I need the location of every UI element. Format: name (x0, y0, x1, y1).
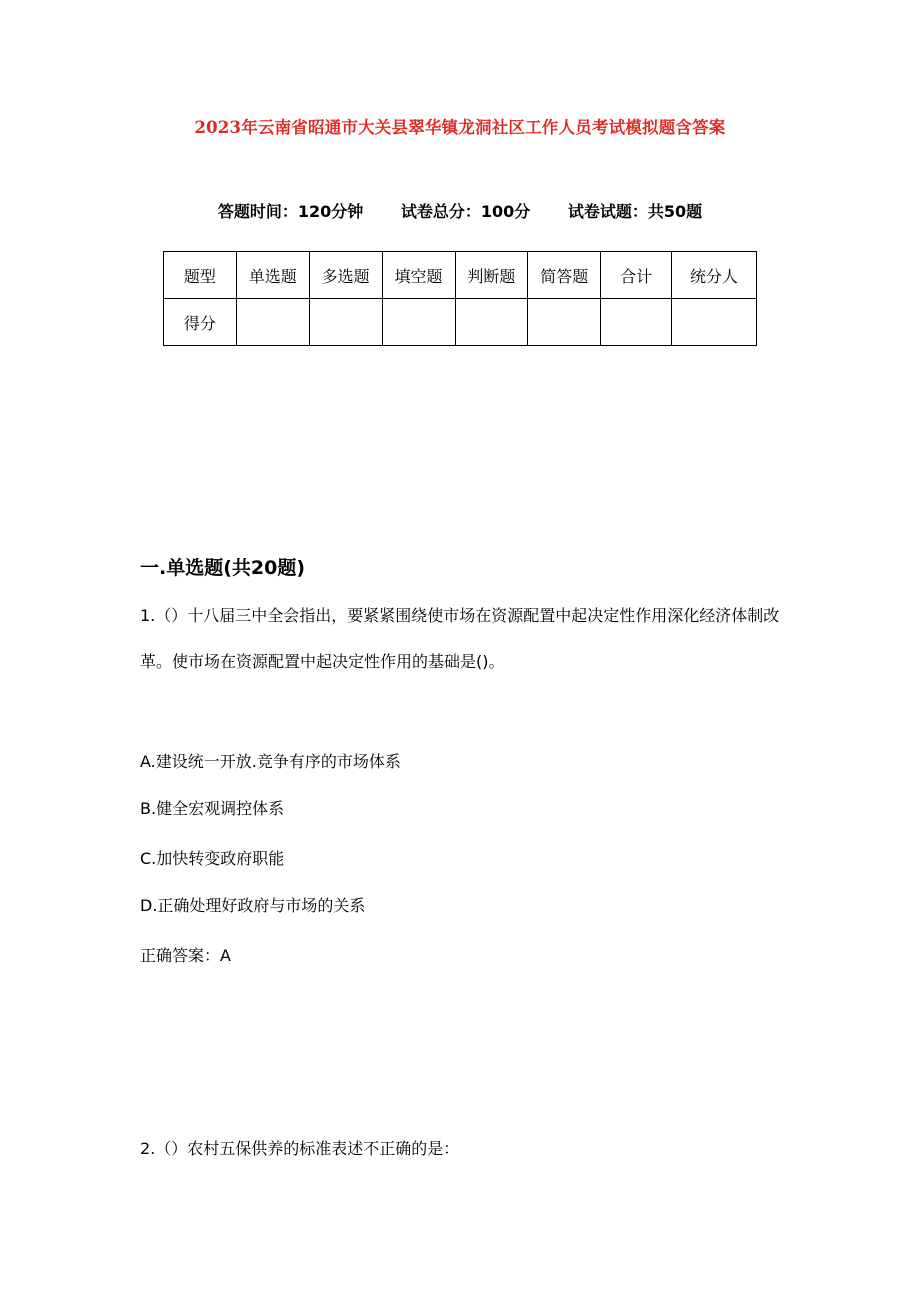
score-cell (455, 299, 528, 346)
question-1-text: 1.（）十八届三中全会指出，要紧紧围绕使市场在资源配置中起决定性作用深化经济体制改革。使市场在资源配置中起决定性作用的基础是()。 (140, 606, 780, 671)
score-cell (601, 299, 672, 346)
header-cell-multiple-choice: 多选题 (309, 252, 382, 299)
score-table (163, 251, 757, 346)
header-cell-type: 题型 (164, 252, 237, 299)
score-cell (309, 299, 382, 346)
question-1-option-c: C.加快转变政府职能 (140, 849, 285, 868)
question-1-option-a: A.建设统一开放.竞争有序的市场体系 (140, 752, 401, 771)
score-cell (382, 299, 455, 346)
header-cell-true-false: 判断题 (455, 252, 528, 299)
exam-total-score: 试卷总分：100分 (400, 202, 531, 221)
exam-time: 答题时间：120分钟 (217, 202, 364, 221)
score-cell (528, 299, 601, 346)
question-1-answer: 正确答案：A (140, 946, 231, 965)
section-heading: 一.单选题(共20题) (140, 557, 306, 579)
header-cell-single-choice: 单选题 (236, 252, 309, 299)
header-cell-scorer: 统分人 (672, 252, 757, 299)
score-table-score-row (164, 299, 757, 346)
header-cell-fill-blank: 填空题 (382, 252, 455, 299)
score-cell (236, 299, 309, 346)
exam-question-count: 试卷试题：共50题 (567, 202, 703, 221)
score-cell (672, 299, 757, 346)
question-1-option-d: D.正确处理好政府与市场的关系 (140, 896, 366, 915)
score-table-header-row (164, 252, 757, 299)
score-row-label: 得分 (164, 299, 237, 346)
exam-info (0, 199, 920, 222)
header-cell-total: 合计 (601, 252, 672, 299)
question-1-option-b: B.健全宏观调控体系 (140, 799, 285, 818)
question-2-text: 2.（）农村五保供养的标准表述不正确的是： (140, 1139, 460, 1158)
header-cell-short-answer: 简答题 (528, 252, 601, 299)
document-title: 2023年云南省昭通市大关县翠华镇龙洞社区工作人员考试模拟题含答案 (194, 118, 726, 137)
